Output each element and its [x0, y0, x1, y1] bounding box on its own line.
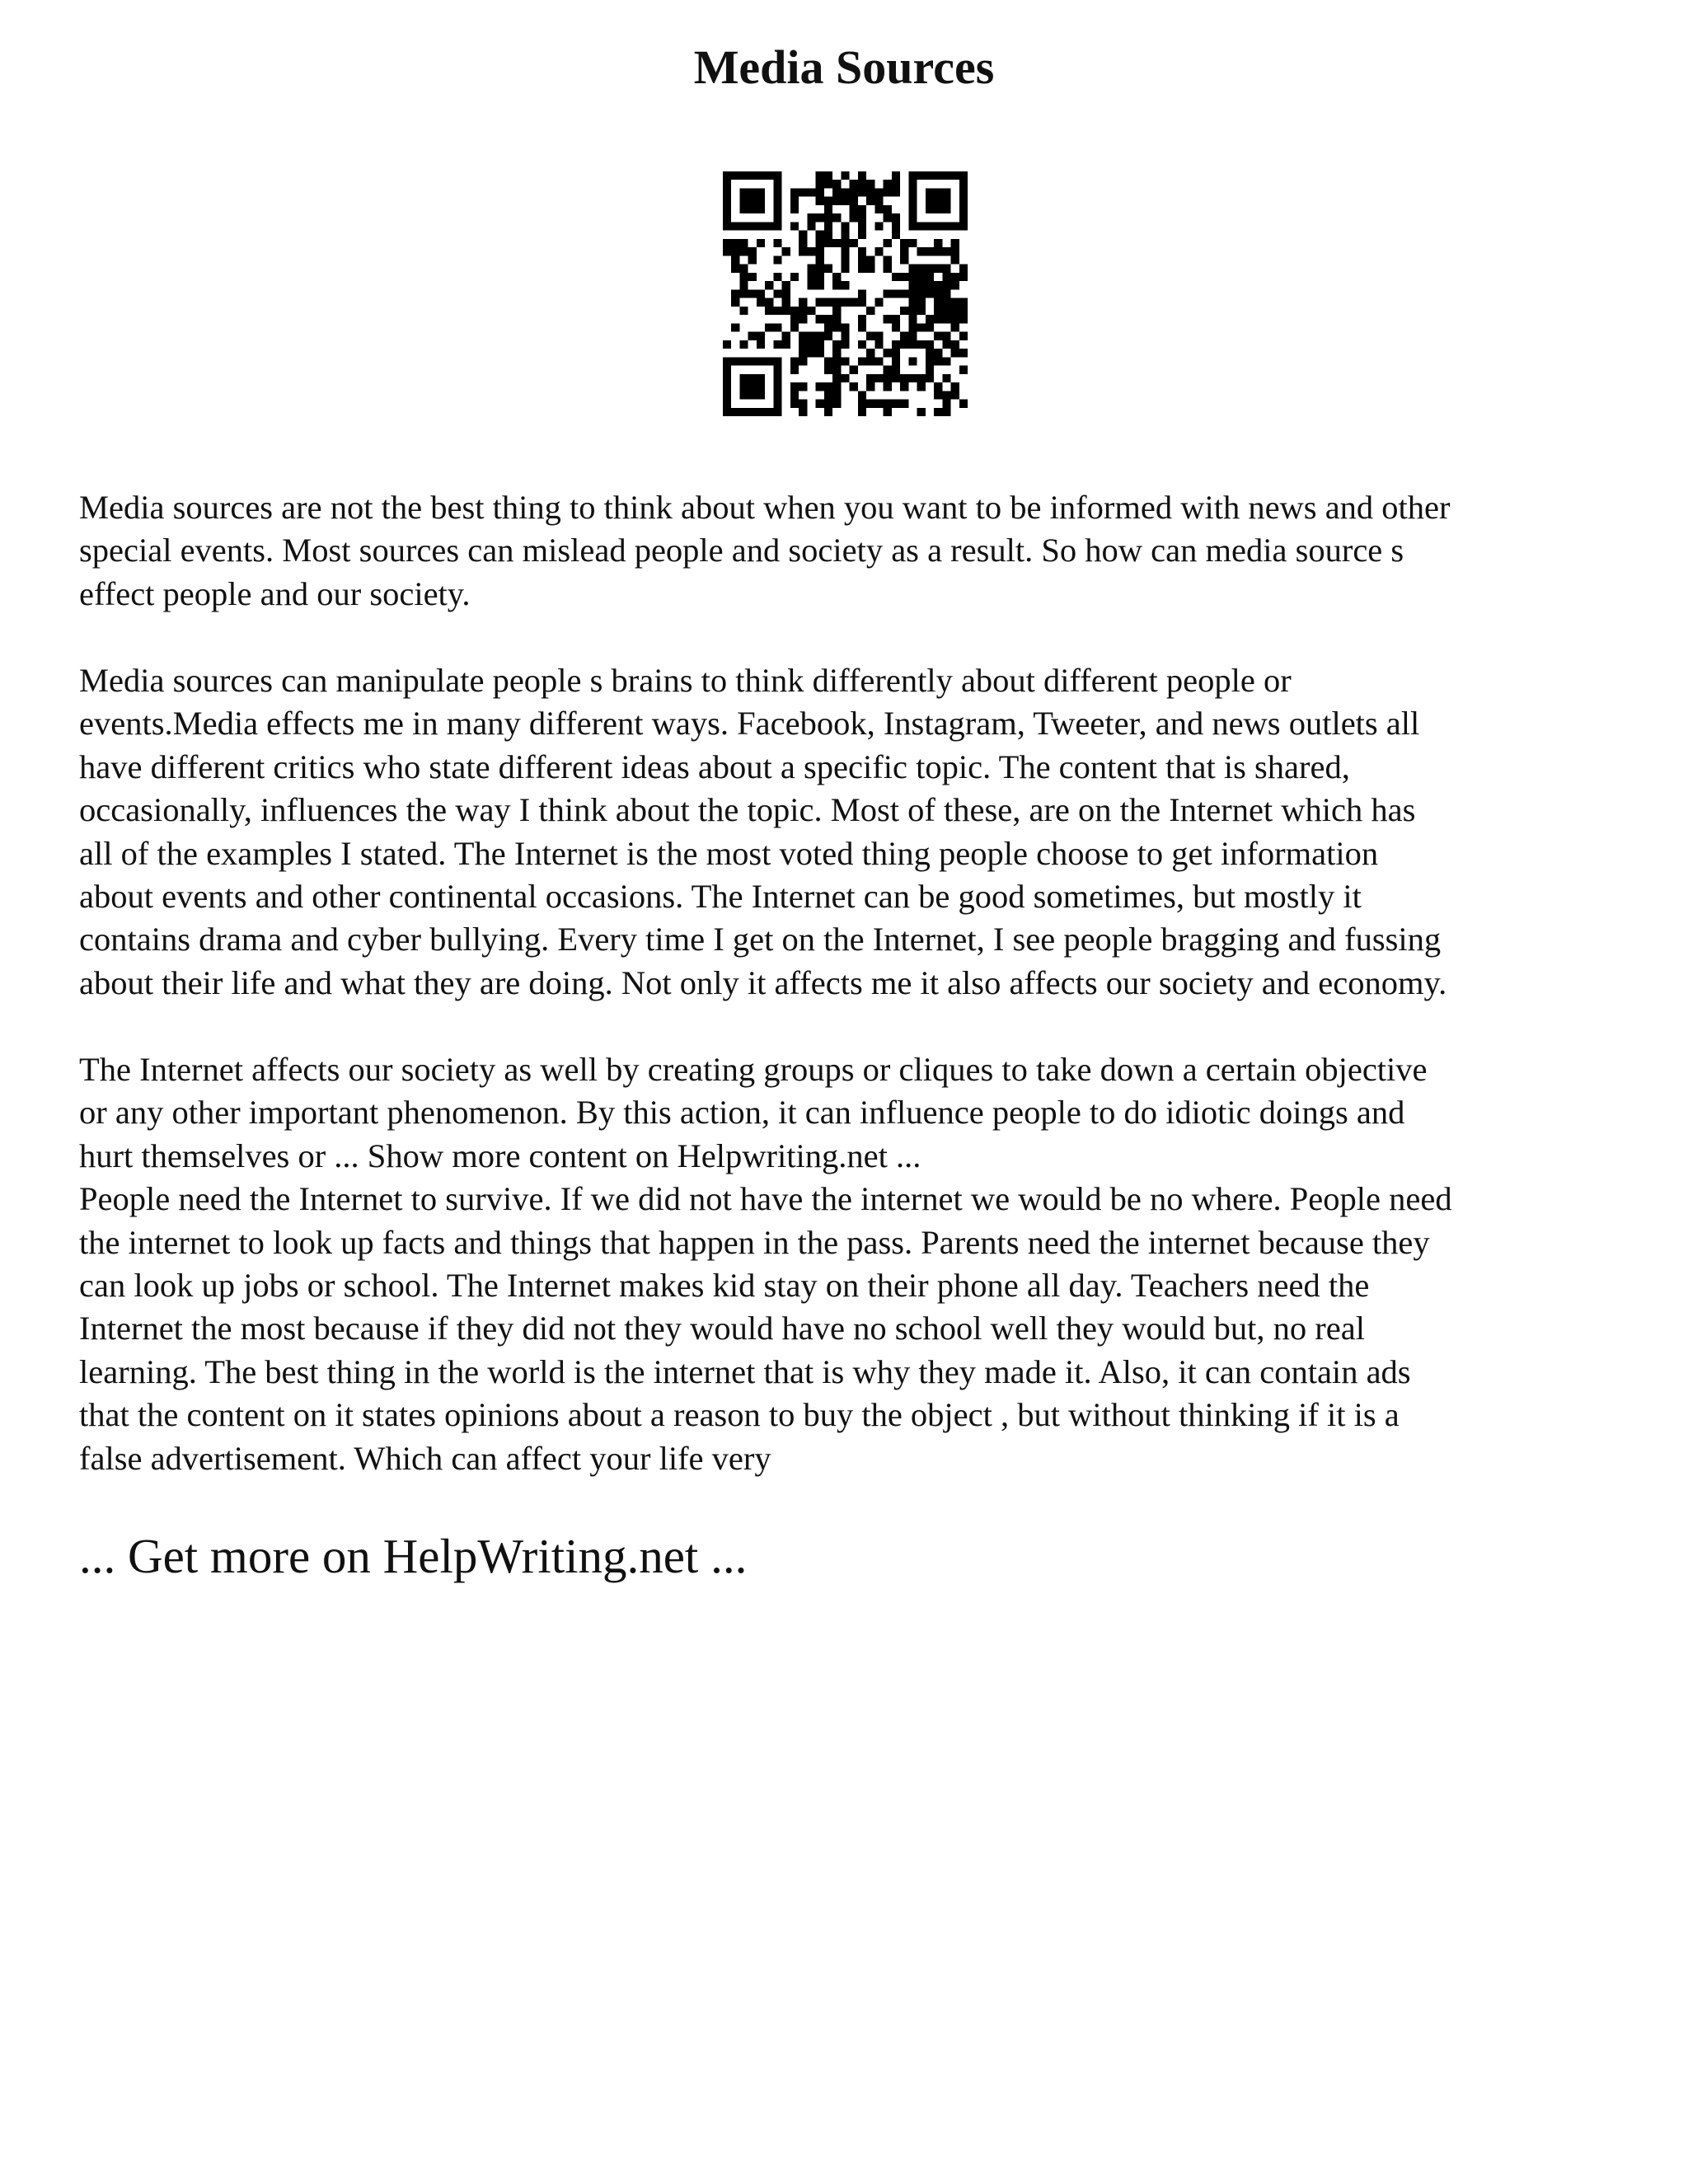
text-line: People need the Internet to survive. If we did not have the internet we would be no where. People need — [79, 1180, 1452, 1218]
text-line: hurt themselves or ... Show more content on Helpwriting.net ... — [79, 1137, 921, 1174]
text-line: effect people and our society. — [79, 574, 471, 612]
text-line: The Internet affects our society as well by creating groups or cliques to take down a certain objective — [79, 1051, 1428, 1088]
text-line: can look up jobs or school. The Internet makes kid stay on their phone all day. Teachers need the — [79, 1267, 1370, 1305]
text-line: learning. The best thing in the world is the internet that is why they made it. Also, it can contain ads — [79, 1352, 1411, 1390]
text-line: about their life and what they are doing. Not only it affects me it also affects our society and economy. — [79, 963, 1447, 1001]
paragraph-1 — [79, 486, 1637, 616]
text-line: contains drama and cyber bullying. Every time I get on the Internet, I see people bragging and fussing — [79, 921, 1442, 958]
text-line: the internet to look up facts and things that happen in the pass. Parents need the internet because they — [79, 1223, 1430, 1261]
paragraph-2 — [79, 659, 1637, 1005]
text-line: about events and other continental occasions. The Internet can be good sometimes, but mostly it — [79, 878, 1362, 916]
text-line: false advertisement. Which can affect your life very — [79, 1439, 771, 1477]
text-line: Media sources can manipulate people s brains to think differently about different people or — [79, 662, 1292, 699]
text-line: or any other important phenomenon. By this action, it can influence people to do idiotic doings and — [79, 1094, 1405, 1132]
get-more-link[interactable]: ... Get more on HelpWriting.net ... — [79, 1529, 748, 1583]
text-line: have different critics who state different ideas about a specific topic. The content that is shared, — [79, 748, 1350, 785]
text-line: special events. Most sources can mislead people and society as a result. So how can media source s — [79, 532, 1404, 569]
page-title: Media Sources — [693, 40, 995, 94]
text-line: that the content on it states opinions about a reason to buy the object , but without thinking if it is a — [79, 1396, 1400, 1434]
text-line: all of the examples I stated. The Internet is the most voted thing people choose to get information — [79, 834, 1379, 872]
qr-code-image — [723, 171, 968, 416]
text-line: Internet the most because if they did not they would have no school well they would but, no real — [79, 1310, 1366, 1347]
text-line: events.Media effects me in many different ways. Facebook, Instagram, Tweeter, and news outlets all — [79, 705, 1420, 743]
text-line: occasionally, influences the way I think about the topic. Most of these, are on the Internet which has — [79, 791, 1416, 829]
paragraph-3 — [79, 1048, 1637, 1480]
text-line: Media sources are not the best thing to think about when you want to be informed with news and other — [79, 489, 1451, 526]
